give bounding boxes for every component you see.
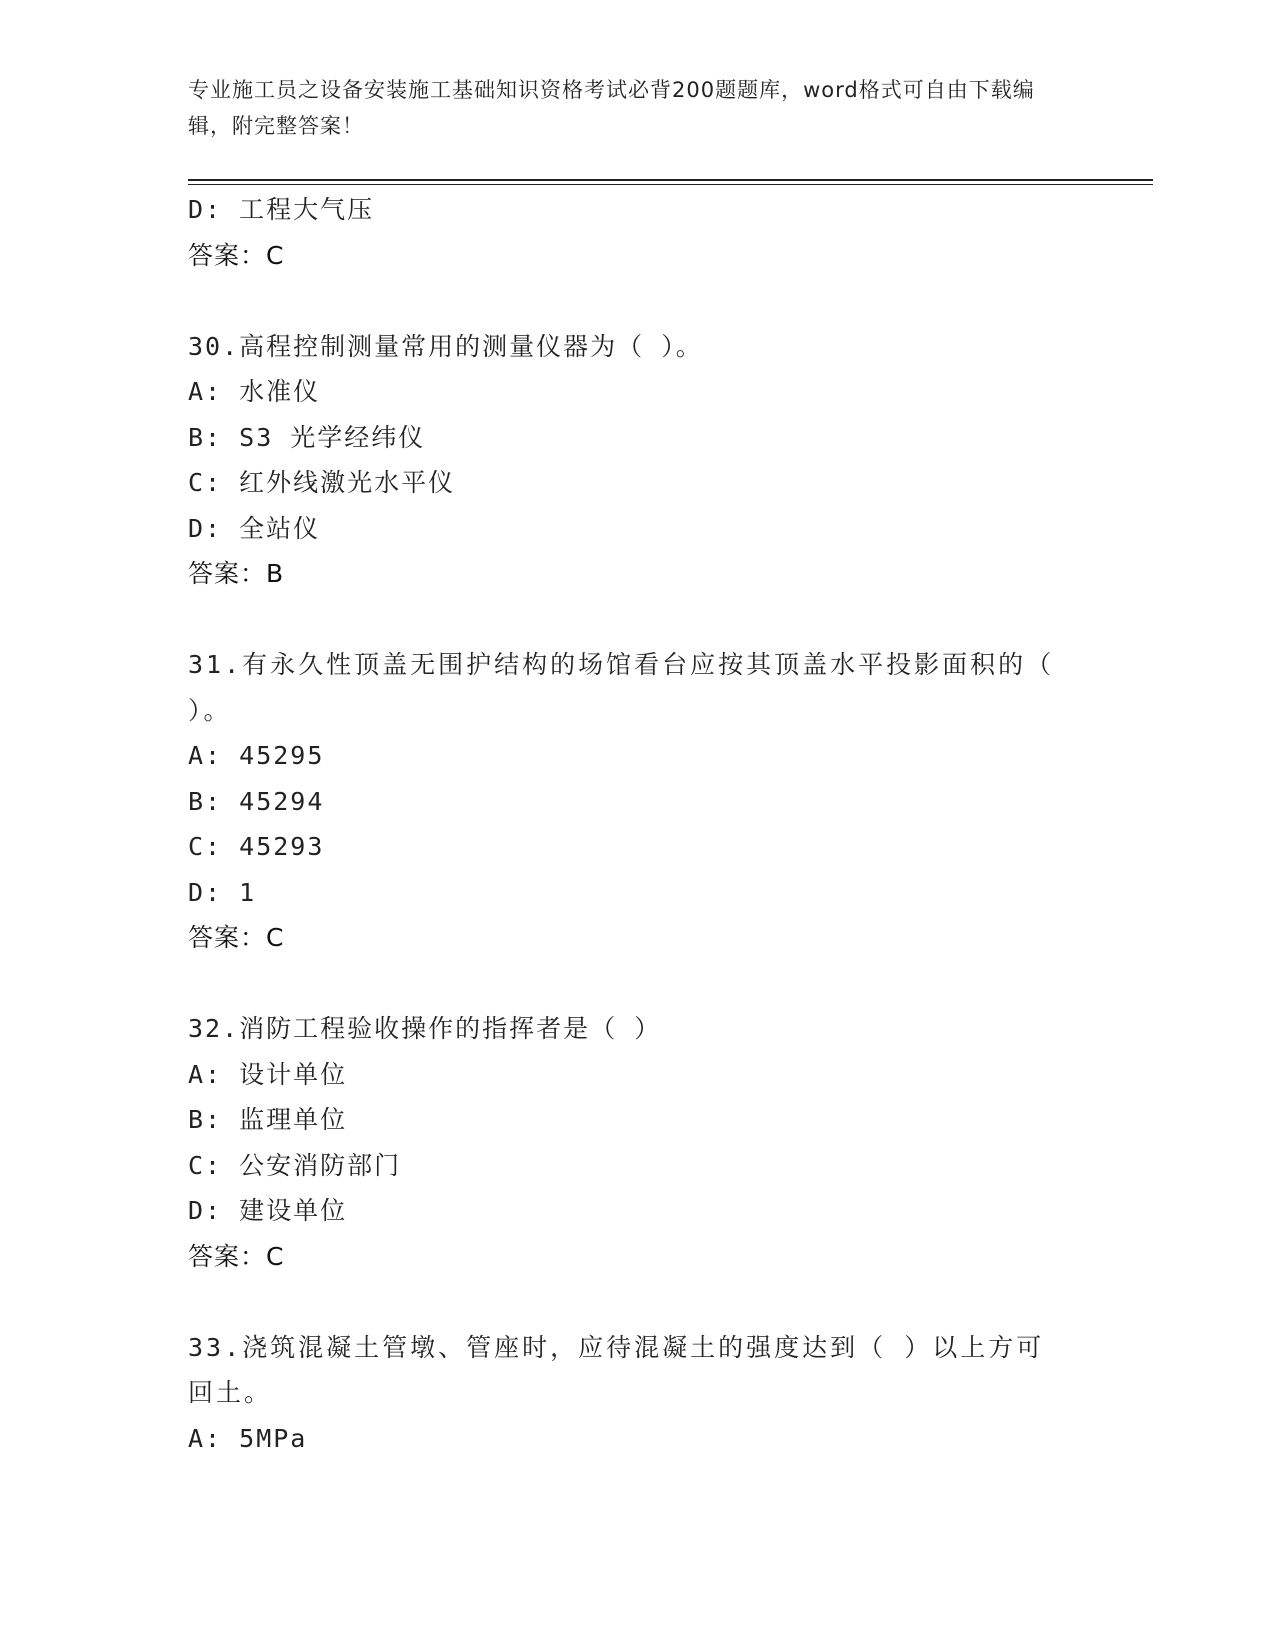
option-a: A: 设计单位	[188, 1059, 348, 1089]
option-c: C: 红外线激光水平仪	[188, 468, 456, 497]
answer: 答案：C	[188, 240, 285, 270]
question-text: 33.浇筑混凝土管墩、管座时，应待混凝土的强度达到（ ）以上方可回土。	[188, 1332, 1045, 1407]
option-a: A: 45295	[188, 741, 325, 770]
option-d: D: 1	[188, 877, 257, 907]
question-block-33	[188, 1325, 1088, 1462]
question-text: 32.消防工程验收操作的指挥者是（ ）	[188, 1014, 662, 1043]
header-rule-thin	[188, 184, 1153, 185]
question-text: 30.高程控制测量常用的测量仪器为（ ）。	[188, 331, 703, 361]
answer: 答案：B	[188, 559, 285, 588]
question-block-prev	[188, 187, 1088, 278]
question-list	[188, 187, 1088, 1461]
option-b: B: 监理单位	[188, 1105, 348, 1134]
question-block-32	[188, 1006, 1088, 1279]
option-c: C: 45293	[188, 832, 325, 861]
option-b: B: 45294	[188, 786, 325, 816]
option-d: D: 工程大气压	[188, 195, 375, 224]
option-a: A: 5MPa	[188, 1423, 308, 1453]
option-d: D: 建设单位	[188, 1196, 348, 1225]
question-block-30	[188, 324, 1088, 597]
option-a: A: 水准仪	[188, 377, 321, 406]
answer: 答案：C	[188, 923, 285, 952]
option-c: C: 公安消防部门	[188, 1150, 402, 1180]
header-rule-thick	[188, 179, 1153, 181]
document-header: 专业施工员之设备安装施工基础知识资格考试必背200题题库，word格式可自由下载编辑，附完整答案！	[188, 78, 1035, 138]
answer: 答案：C	[188, 1241, 285, 1271]
question-block-31	[188, 642, 1088, 961]
option-b: B: S3 光学经纬仪	[188, 422, 426, 452]
option-d: D: 全站仪	[188, 513, 321, 543]
question-text: 31.有永久性顶盖无围护结构的场馆看台应按其顶盖水平投影面积的（ ）。	[188, 650, 1055, 725]
